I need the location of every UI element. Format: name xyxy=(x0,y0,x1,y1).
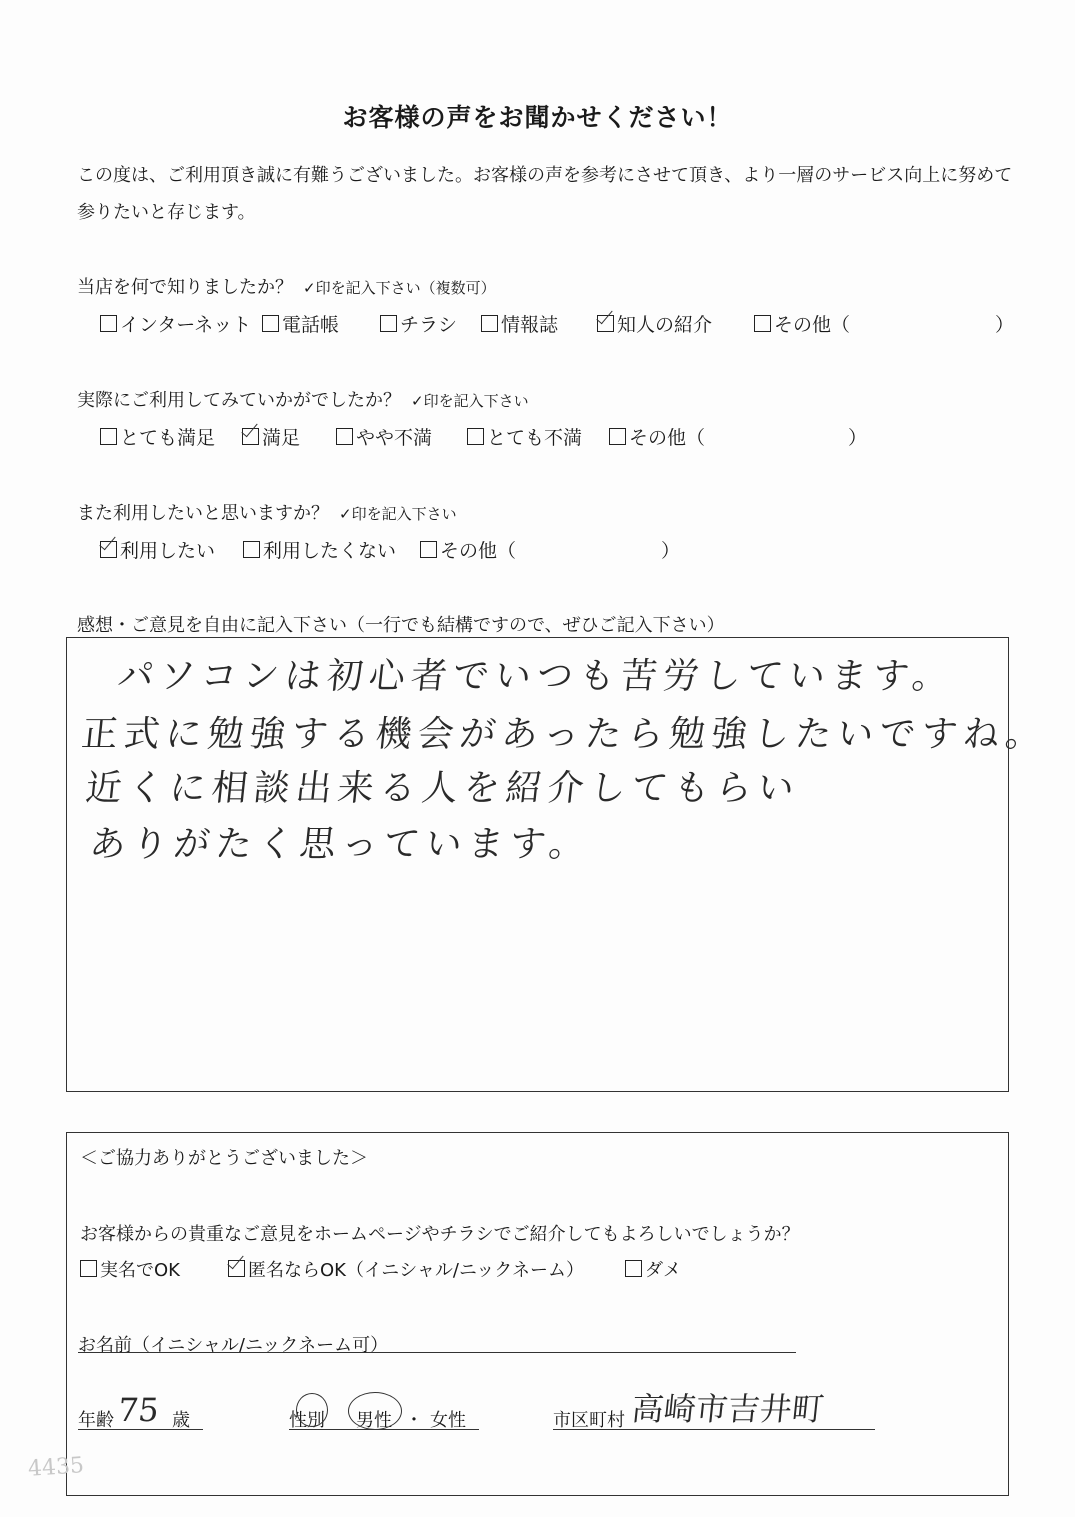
gender-male-circle-mark xyxy=(348,1392,402,1430)
checkbox[interactable] xyxy=(243,541,260,558)
age-underline[interactable] xyxy=(78,1429,203,1430)
age-unit: 歳 xyxy=(172,1410,190,1431)
q1-option-phonebook[interactable]: 電話帳 xyxy=(262,310,339,337)
q2-option-somewhat-unsatisfied[interactable]: やや不満 xyxy=(336,423,432,450)
intro-text: この度は、ご利用頂き誠に有難うございました。お客様の声を参考にさせて頂き、より一層のサービス向上に努めて参りたいと存じます。 xyxy=(77,165,1013,223)
comment-line-1: パソコンは初心者でいつも苦労しています。 xyxy=(115,656,957,697)
q3-option-other[interactable]: その他（ xyxy=(420,536,516,563)
checkbox[interactable] xyxy=(754,315,771,332)
thanks-heading: ＜ご協力ありがとうございました＞ xyxy=(80,1148,368,1169)
checkbox[interactable] xyxy=(262,315,279,332)
q1-other-close: ） xyxy=(995,314,1015,336)
city-underline[interactable] xyxy=(553,1429,875,1430)
checkbox-checked[interactable] xyxy=(242,428,259,445)
page-title: お客様の声をお聞かせください！ xyxy=(342,103,733,132)
q1-option-referral[interactable]: 知人の紹介 xyxy=(597,310,712,337)
q2-option-other[interactable]: その他（ xyxy=(609,423,705,450)
question-3-label: また利用したいと思いますか？ xyxy=(77,503,329,524)
checkbox[interactable] xyxy=(625,1260,642,1277)
gender-label: 性別 xyxy=(289,1410,325,1431)
comment-line-2: 正式に勉強する機会があったら勉強したいですね。 xyxy=(79,714,1050,755)
consent-box xyxy=(66,1132,1009,1496)
q2-option-satisfied[interactable]: 満足 xyxy=(242,423,300,450)
question-1 xyxy=(77,273,496,299)
consent-option-no[interactable]: ダメ xyxy=(625,1256,681,1282)
consent-option-anonymous[interactable]: 匿名ならOK（イニシャル/ニックネーム） xyxy=(228,1256,584,1282)
faint-stamp: 4435 xyxy=(27,1453,85,1482)
question-1-note: ✓印を記入下さい（複数可） xyxy=(303,279,496,297)
question-2 xyxy=(77,386,529,412)
name-underline[interactable] xyxy=(78,1352,796,1353)
city-value: 高崎市吉井町 xyxy=(629,1390,826,1428)
comment-label: 感想・ご意見を自由に記入下さい（一行でも結構ですので、ぜひご記入下さい） xyxy=(77,615,725,636)
question-3 xyxy=(77,499,457,525)
gender-male[interactable]: 男性 xyxy=(356,1410,392,1431)
checkbox[interactable] xyxy=(380,315,397,332)
checkbox-checked[interactable] xyxy=(100,541,117,558)
q1-option-internet[interactable]: インターネット xyxy=(100,310,251,337)
question-1-label: 当店を何で知りましたか？ xyxy=(77,277,293,298)
gender-separator: ・ xyxy=(405,1410,423,1431)
checkbox[interactable] xyxy=(609,428,626,445)
q1-option-magazine[interactable]: 情報誌 xyxy=(481,310,558,337)
question-3-note: ✓印を記入下さい xyxy=(339,505,457,523)
gender-underline xyxy=(289,1429,479,1430)
city-label: 市区町村 xyxy=(553,1410,625,1431)
q3-option-no[interactable]: 利用したくない xyxy=(243,536,396,563)
q1-option-other[interactable]: その他（ xyxy=(754,310,850,337)
age-label: 年齢 xyxy=(78,1410,114,1431)
q3-other-close: ） xyxy=(661,540,681,562)
consent-question: お客様からの貴重なご意見をホームページやチラシでご紹介してもよろしいでしょうか？ xyxy=(80,1224,800,1245)
q2-option-very-unsatisfied[interactable]: とても不満 xyxy=(467,423,582,450)
q3-option-yes[interactable]: 利用したい xyxy=(100,536,215,563)
comment-line-3: 近くに相談出来る人を紹介してもらい xyxy=(83,768,802,809)
q2-other-close: ） xyxy=(848,427,868,449)
checkbox[interactable] xyxy=(467,428,484,445)
checkbox[interactable] xyxy=(336,428,353,445)
q1-option-flyer[interactable]: チラシ xyxy=(380,310,457,337)
checkbox-checked[interactable] xyxy=(597,315,614,332)
checkbox[interactable] xyxy=(481,315,498,332)
checkbox[interactable] xyxy=(100,315,117,332)
comment-line-4: ありがたく思っています。 xyxy=(87,824,593,865)
question-2-label: 実際にご利用してみていかがでしたか？ xyxy=(77,390,401,411)
checkbox-checked[interactable] xyxy=(228,1260,245,1277)
question-2-note: ✓印を記入下さい xyxy=(411,392,529,410)
name-label: お名前（イニシャル/ニックネーム可） xyxy=(78,1335,389,1356)
gender-label-circle-mark xyxy=(296,1393,328,1427)
checkbox[interactable] xyxy=(100,428,117,445)
gender-female[interactable]: 女性 xyxy=(430,1410,466,1431)
q2-option-very-satisfied[interactable]: とても満足 xyxy=(100,423,215,450)
age-value: 75 xyxy=(116,1391,161,1429)
consent-option-real-name[interactable]: 実名でOK xyxy=(80,1256,180,1282)
checkbox[interactable] xyxy=(80,1260,97,1277)
checkbox[interactable] xyxy=(420,541,437,558)
